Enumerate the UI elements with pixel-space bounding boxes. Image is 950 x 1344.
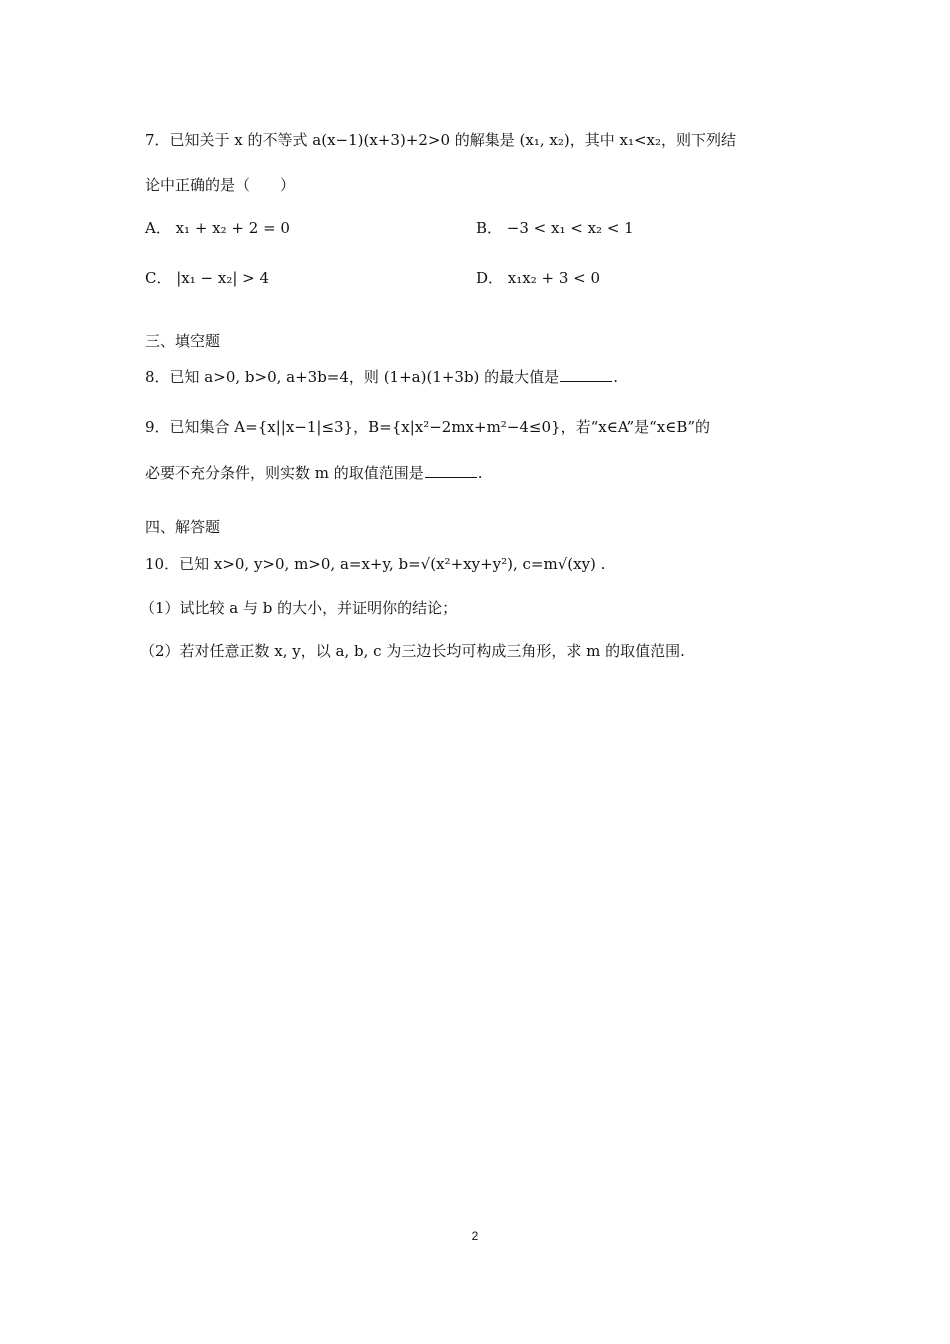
section-heading-fill-in: 三、填空题 (145, 332, 221, 350)
q10-part-1: （1）试比较 a 与 b 的大小，并证明你的结论； (140, 599, 458, 617)
q8-period: . (613, 368, 618, 386)
q8-line (145, 366, 618, 388)
section-heading-solve: 四、解答题 (145, 518, 221, 536)
q10-part-2: （2）若对任意正数 x, y，以 a, b, c 为三边长均可构成三角形，求 m 的取值范围. (140, 642, 685, 660)
q10-line-1: 10．已知 x>0, y>0, m>0, a=x+y, b=√(x²+xy+y²), c=m√(xy) . (145, 555, 606, 573)
q7-line-1: 7．已知关于 x 的不等式 a(x−1)(x+3)+2>0 的解集是 (x₁, x₂)，其中 x₁<x₂，则下列结 (145, 131, 737, 149)
q7-option-c: C． |x₁ − x₂| > 4 (145, 269, 270, 287)
q9-answer-blank (425, 463, 477, 478)
q9-text: 必要不充分条件，则实数 m 的取值范围是 (145, 464, 424, 482)
q9-period: . (477, 464, 483, 482)
q8-answer-blank (560, 367, 612, 382)
q7-option-a: A． x₁ + x₂ + 2 = 0 (145, 219, 290, 237)
q9-line-2 (145, 462, 483, 484)
q9-line-1: 9．已知集合 A={x||x−1|≤3}，B={x|x²−2mx+m²−4≤0}，若“x∈A”是“x∈B”的 (145, 418, 711, 436)
q7-line-2: 论中正确的是（ ） (145, 176, 296, 194)
q8-text: 8．已知 a>0, b>0, a+3b=4，则 (1+a)(1+3b) 的最大值是 (145, 368, 560, 386)
q7-option-d: D． x₁x₂ + 3 < 0 (476, 269, 601, 287)
page-number: 2 (471, 1229, 479, 1243)
q7-option-b: B． −3 < x₁ < x₂ < 1 (476, 219, 634, 237)
